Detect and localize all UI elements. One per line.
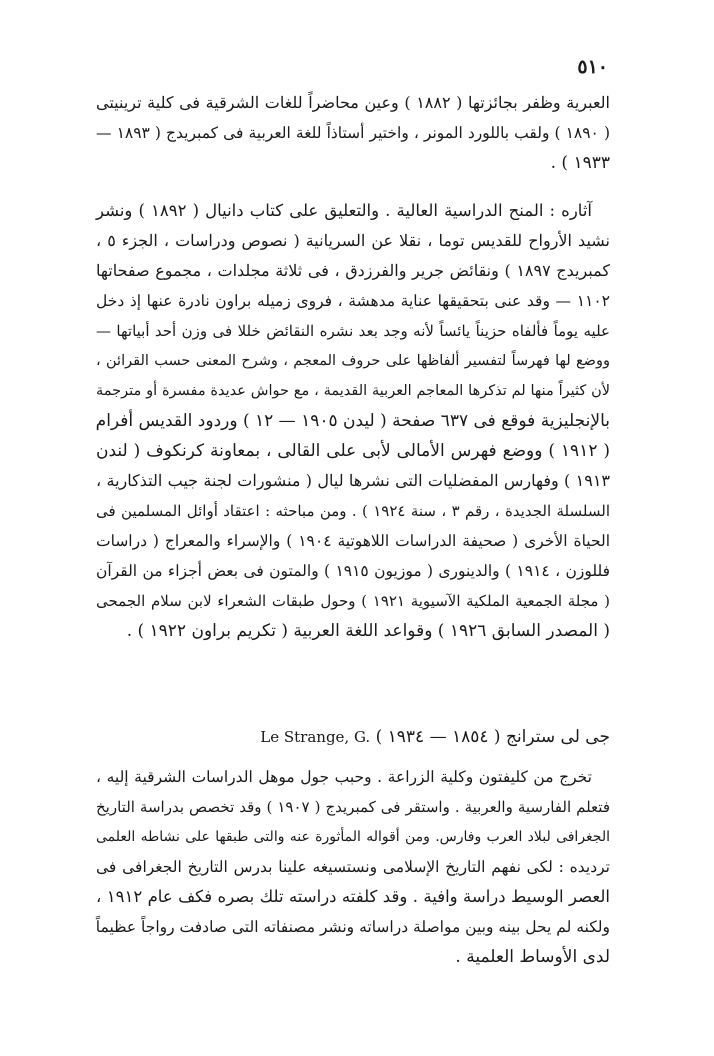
text-line: ( المصدر السابق ١٩٢٦ ) وقواعد اللغة العربية ( تكريم براون ١٩٢٢ ) . [126, 621, 610, 641]
paragraph-biography [96, 762, 610, 972]
text-line: العبرية وظفر بجائزتها ( ١٨٨٢ ) وعين محاضراً للغات الشرقية فى كلية ترينيتى [96, 93, 610, 112]
text-line: ( ١٨٩٠ ) ولقب باللورد المونر ، واختير أستاذاً للغة العربية فى كمبريدج ( ١٨٩٣ — [96, 124, 610, 142]
text-line: ١٩١٣ ) وفهارس المفضليات التى نشرها ليال ( منشورات لجنة جيب التذكارية ، [96, 471, 610, 490]
text-line: لأن كثيراً منها لم تذكرها المعاجم العربية القديمة ، مع حواش عديدة مفسرة أو مترجمة [96, 383, 610, 399]
entry-heading [96, 722, 610, 752]
entry-latin-name: Le Strange, G. [260, 728, 371, 746]
text-line: السلسلة الجديدة ، رقم ٣ ، سنة ١٩٢٤ ) . ومن مباحثه : اعتقاد أوائل المسلمين فى [96, 502, 610, 520]
text-line: ترديده : لكى نفهم التاريخ الإسلامى ونستسيغه علينا بدرس التاريخ الجغرافى فى [96, 858, 610, 876]
text-line: ووضع لها فهرساً لتفسير ألفاظها على حروف المعجم ، وشرح المعنى حسب القرائن ، [96, 353, 610, 369]
text-line: فتعلم الفارسية والعربية . واستقر فى كمبريدج ( ١٩٠٧ ) وقد تخصص بدراسة التاريخ [96, 798, 610, 816]
text-line: تخرج من كليفتون وكلية الزراعة . وحبب جول موهل الدراسات الشرقية إليه ، [96, 768, 592, 786]
paragraph-works [96, 196, 610, 646]
text-line: ( مجلة الجمعية الملكية الآسيوية ١٩٢١ ) وحول طبقات الشعراء لابن سلام الجمحى [96, 592, 610, 610]
text-line: عليه يوماً فألفاه حزيناً يائساً لأنه وجد بعد نشره النقائض خللا فى وزن أحد أبياتها — [96, 322, 610, 340]
text-line: الجغرافى لبلاد العرب وفارس. ومن أقواله المأثورة عنه والتى طبقها على نشاطه العلمى [96, 829, 610, 845]
text-line: ١١٠٢ — وقد عنى بتحقيقها عناية مدهشة ، فروى زميله براون نادرة عنها إذ دخل [96, 292, 610, 310]
text-line: ولكنه لم يحل بينه وبين مواصلة دراساته ونشر مصنفاته التى صادفت رواجاً عظيماً [95, 918, 610, 936]
text-line: لدى الأوساط العلمية . [455, 947, 610, 967]
entry-dates: ( ١٨٥٤ — ١٩٣٤ ) [375, 727, 501, 747]
text-line: كمبريدج ١٨٩٧ ) ونقائض جرير والفرزدق ، فى ثلاثة مجلدات ، مجموع صفحاتها [96, 261, 610, 280]
text-line: آثاره : المنح الدراسية العالية . والتعليق على كتاب دانيال ( ١٨٩٢ ) ونشر [96, 201, 592, 220]
text-line: ١٩٣٣ ) . [550, 153, 610, 173]
text-line: الحياة الأخرى ( صحيفة الدراسات اللاهوتية ١٩٠٤ ) والإسراء والمعراج ( دراسات [96, 532, 611, 550]
text-line: ( ١٩١٢ ) ووضع فهرس الأمالى لأبى على القالى ، بمعاونة كرنكوف ( لندن [96, 441, 610, 461]
paragraph-continuation [96, 88, 610, 178]
text-line: نشيد الأرواح للقديس توما ، نقلا عن السريانية ( نصوص ودراسات ، الجزء ٥ ، [96, 231, 610, 250]
entry-arabic-name: جى لى سترانج [505, 727, 610, 747]
text-line: بالإنجليزية فوقع فى ٦٣٧ صفحة ( ليدن ١٩٠٥ — ١٢ ) وردود القديس أفرام [95, 411, 610, 431]
text-line: فللوزن ، ١٩١٤ ) والدينورى ( موزيون ١٩١٥ ) والمتون فى بعض أجزاء من القرآن [96, 562, 611, 580]
text-line: العصر الوسيط دراسة وافية . وقد كلفته دراسته تلك بصره فكف عام ١٩١٢ ، [96, 887, 610, 906]
page-number: ٥١٠ [577, 56, 608, 78]
